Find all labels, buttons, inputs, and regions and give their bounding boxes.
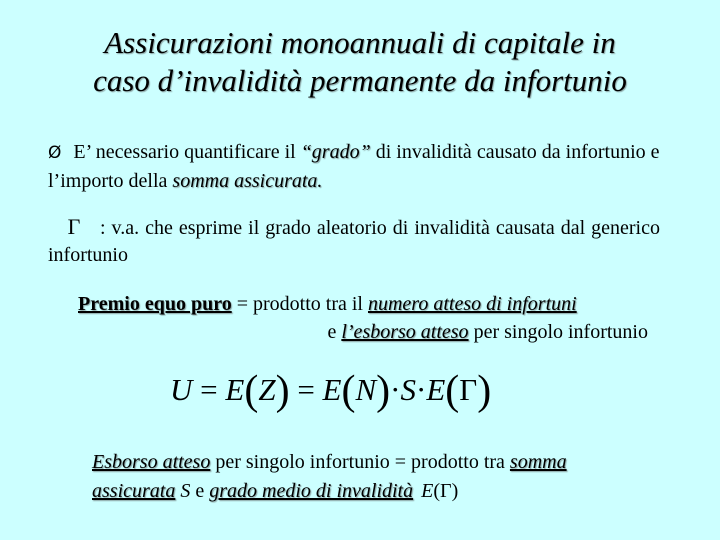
premio-label: Premio equo puro — [78, 293, 232, 315]
arrow-bullet-icon: Ø — [48, 143, 62, 163]
esborso-text-a: per singolo infortunio = prodotto tra — [210, 451, 510, 473]
formula-dot-2: · — [416, 372, 427, 407]
esborso-label: Esborso atteso — [92, 451, 211, 473]
premio-row-2 — [78, 318, 648, 346]
formula-paren: ) — [376, 368, 391, 414]
esborso-e: e — [190, 480, 210, 502]
bullet-somma: somma assicurata. — [172, 170, 323, 192]
bullet-text-b: di invalidità causato da infortunio e l’importo della — [48, 141, 660, 192]
formula-s: S — [400, 372, 416, 407]
premium-formula — [170, 366, 570, 416]
esborso-definition — [92, 448, 652, 506]
formula-n: N — [355, 372, 377, 407]
formula-e-2: E — [322, 372, 342, 407]
bullet-paragraph — [48, 138, 678, 195]
premio-esborso: l’esborso atteso — [341, 321, 469, 343]
formula-paren: ) — [275, 368, 290, 414]
bullet-text-a: E’ necessario quantificare il — [73, 141, 301, 163]
formula-gamma: Γ — [459, 372, 478, 407]
formula-u: U — [170, 372, 193, 407]
formula-e-3: E — [426, 372, 446, 407]
bullet-grado: “grado” — [300, 141, 371, 163]
premio-text-a: = prodotto tra il — [231, 293, 368, 315]
formula-z: Z — [258, 372, 276, 407]
formula-e-1: E — [225, 372, 245, 407]
esborso-somma: somma assicurata — [92, 451, 567, 502]
premio-text-b: per singolo infortunio — [468, 321, 648, 343]
title-line-2: caso d’invalidità permanente da infortunio — [93, 63, 627, 98]
esborso-expected-gamma — [421, 480, 458, 502]
esborso-paren: ( — [433, 480, 441, 502]
esborso-grado: grado medio di invalidità — [209, 480, 414, 502]
esborso-e-symbol: E — [421, 480, 434, 502]
premio-definition — [78, 290, 648, 346]
formula-paren: ( — [244, 368, 259, 414]
page-title — [0, 24, 720, 100]
gamma-definition — [48, 213, 660, 269]
gamma-text: : v.a. che esprime il grado aleatorio di invalidità causata dal generico infortunio — [48, 217, 660, 266]
esborso-paren: ) — [451, 480, 459, 502]
formula-paren: ( — [445, 368, 460, 414]
gamma-symbol: Γ — [67, 214, 81, 239]
esborso-s: S — [175, 480, 191, 502]
formula-paren: ( — [341, 368, 356, 414]
premio-e: e — [327, 321, 342, 343]
esborso-gamma: Γ — [440, 480, 452, 502]
premio-numero: numero atteso di infortuni — [367, 293, 577, 315]
formula-paren: ) — [477, 368, 492, 414]
title-line-1: Assicurazioni monoannuali di capitale in — [104, 25, 616, 60]
formula-eq-2: = — [289, 372, 323, 407]
formula-dot-1: · — [390, 372, 401, 407]
formula-eq-1: = — [192, 372, 226, 407]
